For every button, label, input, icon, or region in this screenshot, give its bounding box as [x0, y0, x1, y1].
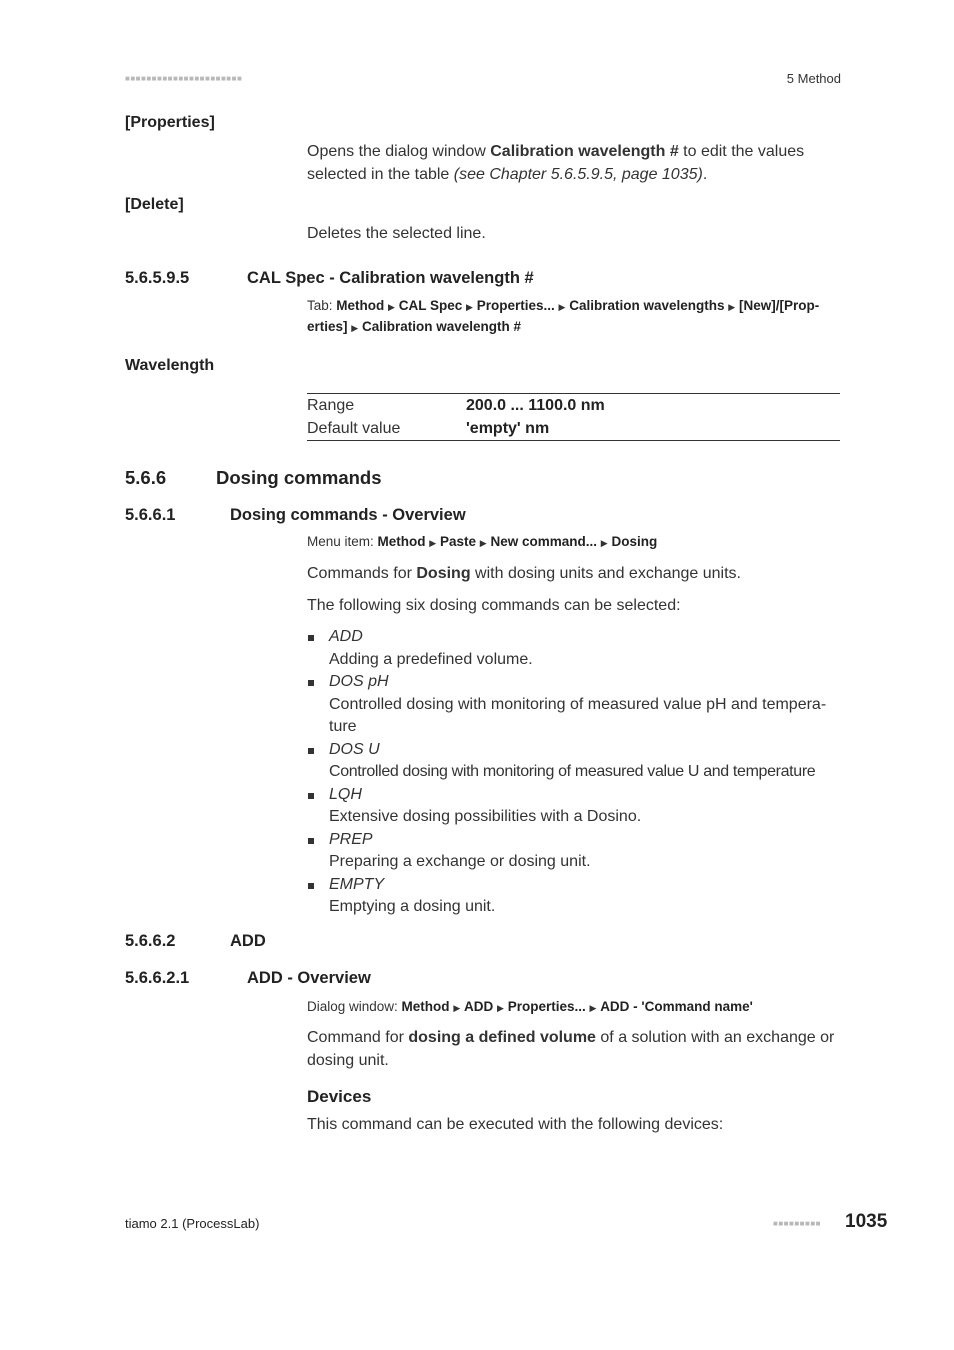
table-row: [307, 417, 840, 440]
properties-text-mid: to edit the values selected in the table: [307, 143, 805, 183]
section-number-56595: 5.6.5.9.5: [125, 269, 190, 287]
command-description: Preparing a exchange or dosing unit.: [329, 853, 591, 870]
devices-text: This command can be executed with the following devices:: [307, 1116, 724, 1133]
nav-item-calibration-wavelengths: Calibration wavelengths: [569, 298, 725, 313]
nav-item-calibration-wavelength: Calibration wavelength #: [361, 319, 522, 334]
table-key: Range: [307, 396, 355, 414]
command-name: PREP: [329, 830, 373, 848]
add-description-post: of a solution with an exchange or dosing unit.: [307, 1029, 835, 1069]
devices-heading: Devices: [307, 1087, 372, 1106]
header-decoration: ■■■■■■■■■■■■■■■■■■■■■■: [125, 74, 243, 83]
arrow-right-icon: ▶: [466, 302, 473, 312]
nav-item-dosing: Dosing: [611, 534, 658, 549]
wavelength-table: [307, 393, 840, 441]
arrow-right-icon: ▶: [589, 1003, 597, 1013]
section-title-5662: ADD: [230, 932, 266, 950]
table-key: Default value: [307, 419, 401, 437]
properties-text-bold: Calibration wavelength #: [490, 143, 679, 160]
nav-item-cal-spec: CAL Spec: [398, 298, 463, 313]
navigation-path-56595: [307, 296, 842, 338]
section-title-5661: Dosing commands - Overview: [230, 506, 466, 524]
nav-item-add-command-name: ADD - 'Command name': [600, 999, 753, 1014]
command-name: DOS U: [329, 740, 380, 758]
nav-item-new-command: New command...: [490, 534, 597, 549]
nav-item-properties: Properties...: [476, 298, 555, 313]
term-properties: [Properties]: [125, 114, 215, 131]
dosing-list-intro: The following six dosing commands can be selected:: [307, 597, 681, 614]
term-wavelength: Wavelength: [125, 357, 215, 374]
nav-item-new-properties: [New]/[Prop-erties]: [307, 298, 820, 334]
properties-text-end: .: [702, 166, 708, 183]
arrow-right-icon: ▶: [728, 302, 736, 312]
nav-item-method: Method: [377, 534, 426, 549]
footer-product: tiamo 2.1 (ProcessLab): [125, 1216, 260, 1231]
nav-item-method: Method: [336, 298, 385, 313]
bullet-icon: [308, 838, 314, 844]
table-value: 200.0 ... 1100.0 nm: [466, 396, 605, 414]
properties-text-pre: Opens the dialog window: [307, 143, 491, 160]
nav-item-paste: Paste: [439, 534, 477, 549]
nav-label: Tab:: [307, 298, 337, 313]
command-name: EMPTY: [329, 875, 385, 893]
section-number-5661: 5.6.6.1: [125, 506, 176, 524]
properties-chapter-reference[interactable]: (see Chapter 5.6.5.9.5, page 1035): [453, 166, 703, 183]
bullet-icon: [308, 680, 314, 686]
nav-label: Menu item:: [307, 534, 378, 549]
dosing-intro-post: with dosing units and exchange units.: [470, 565, 741, 582]
arrow-right-icon: ▶: [429, 538, 437, 548]
arrow-right-icon: ▶: [497, 1003, 504, 1013]
arrow-right-icon: ▶: [479, 538, 487, 548]
header-chapter: 5 Method: [786, 71, 841, 86]
bullet-icon: [308, 883, 314, 889]
command-name: LQH: [329, 785, 362, 803]
section-number-5662: 5.6.6.2: [125, 932, 176, 950]
bullet-icon: [308, 635, 314, 641]
dosing-intro-bold: Dosing: [416, 565, 471, 582]
arrow-right-icon: ▶: [351, 323, 359, 333]
section-number-56621: 5.6.6.2.1: [125, 969, 190, 987]
section-title-56595: CAL Spec - Calibration wavelength #: [247, 269, 534, 287]
list-item: [307, 784, 847, 829]
add-description-pre: Command for: [307, 1029, 409, 1046]
arrow-right-icon: ▶: [388, 302, 395, 312]
add-description-bold: dosing a defined volume: [408, 1029, 596, 1046]
list-item: [307, 739, 847, 784]
section-number-566: 5.6.6: [125, 467, 167, 488]
list-item: [307, 874, 847, 919]
section-title-566: Dosing commands: [216, 467, 382, 488]
nav-label: Dialog window:: [307, 999, 402, 1014]
bullet-icon: [308, 793, 314, 799]
arrow-right-icon: ▶: [600, 538, 608, 548]
command-description: Adding a predefined volume.: [329, 650, 533, 668]
nav-item-add: ADD: [464, 999, 494, 1014]
list-item: [307, 829, 847, 874]
bullet-icon: [308, 748, 314, 754]
table-value: 'empty' nm: [466, 419, 550, 437]
footer-decoration: ■■■■■■■■■: [773, 1219, 821, 1228]
list-item: [307, 626, 847, 671]
list-item: [307, 671, 847, 739]
command-description: Controlled dosing with monitoring of measured value U and temperature: [329, 763, 816, 780]
command-description: Controlled dosing with monitoring of measured value pH and tempera-ture: [329, 695, 827, 735]
table-row: [307, 394, 840, 417]
nav-item-method: Method: [401, 999, 450, 1014]
command-name: ADD: [329, 628, 363, 645]
arrow-right-icon: ▶: [558, 302, 566, 312]
nav-item-properties: Properties...: [507, 999, 586, 1014]
command-description: Emptying a dosing unit.: [329, 898, 496, 915]
command-description: Extensive dosing possibilities with a Dosino.: [329, 808, 642, 825]
dosing-intro-pre: Commands for: [307, 565, 417, 582]
term-delete: [Delete]: [125, 196, 184, 213]
add-description: [307, 1026, 842, 1072]
page-number: 1035: [845, 1211, 888, 1232]
dosing-intro: [307, 562, 842, 585]
navigation-path-56621: [307, 997, 842, 1018]
properties-description: [307, 140, 842, 186]
section-title-56621: ADD - Overview: [247, 969, 371, 987]
arrow-right-icon: ▶: [453, 1003, 461, 1013]
navigation-path-5661: [307, 532, 842, 553]
dosing-commands-list: [307, 626, 847, 919]
command-name: DOS pH: [329, 673, 389, 690]
delete-description: Deletes the selected line.: [307, 225, 486, 242]
